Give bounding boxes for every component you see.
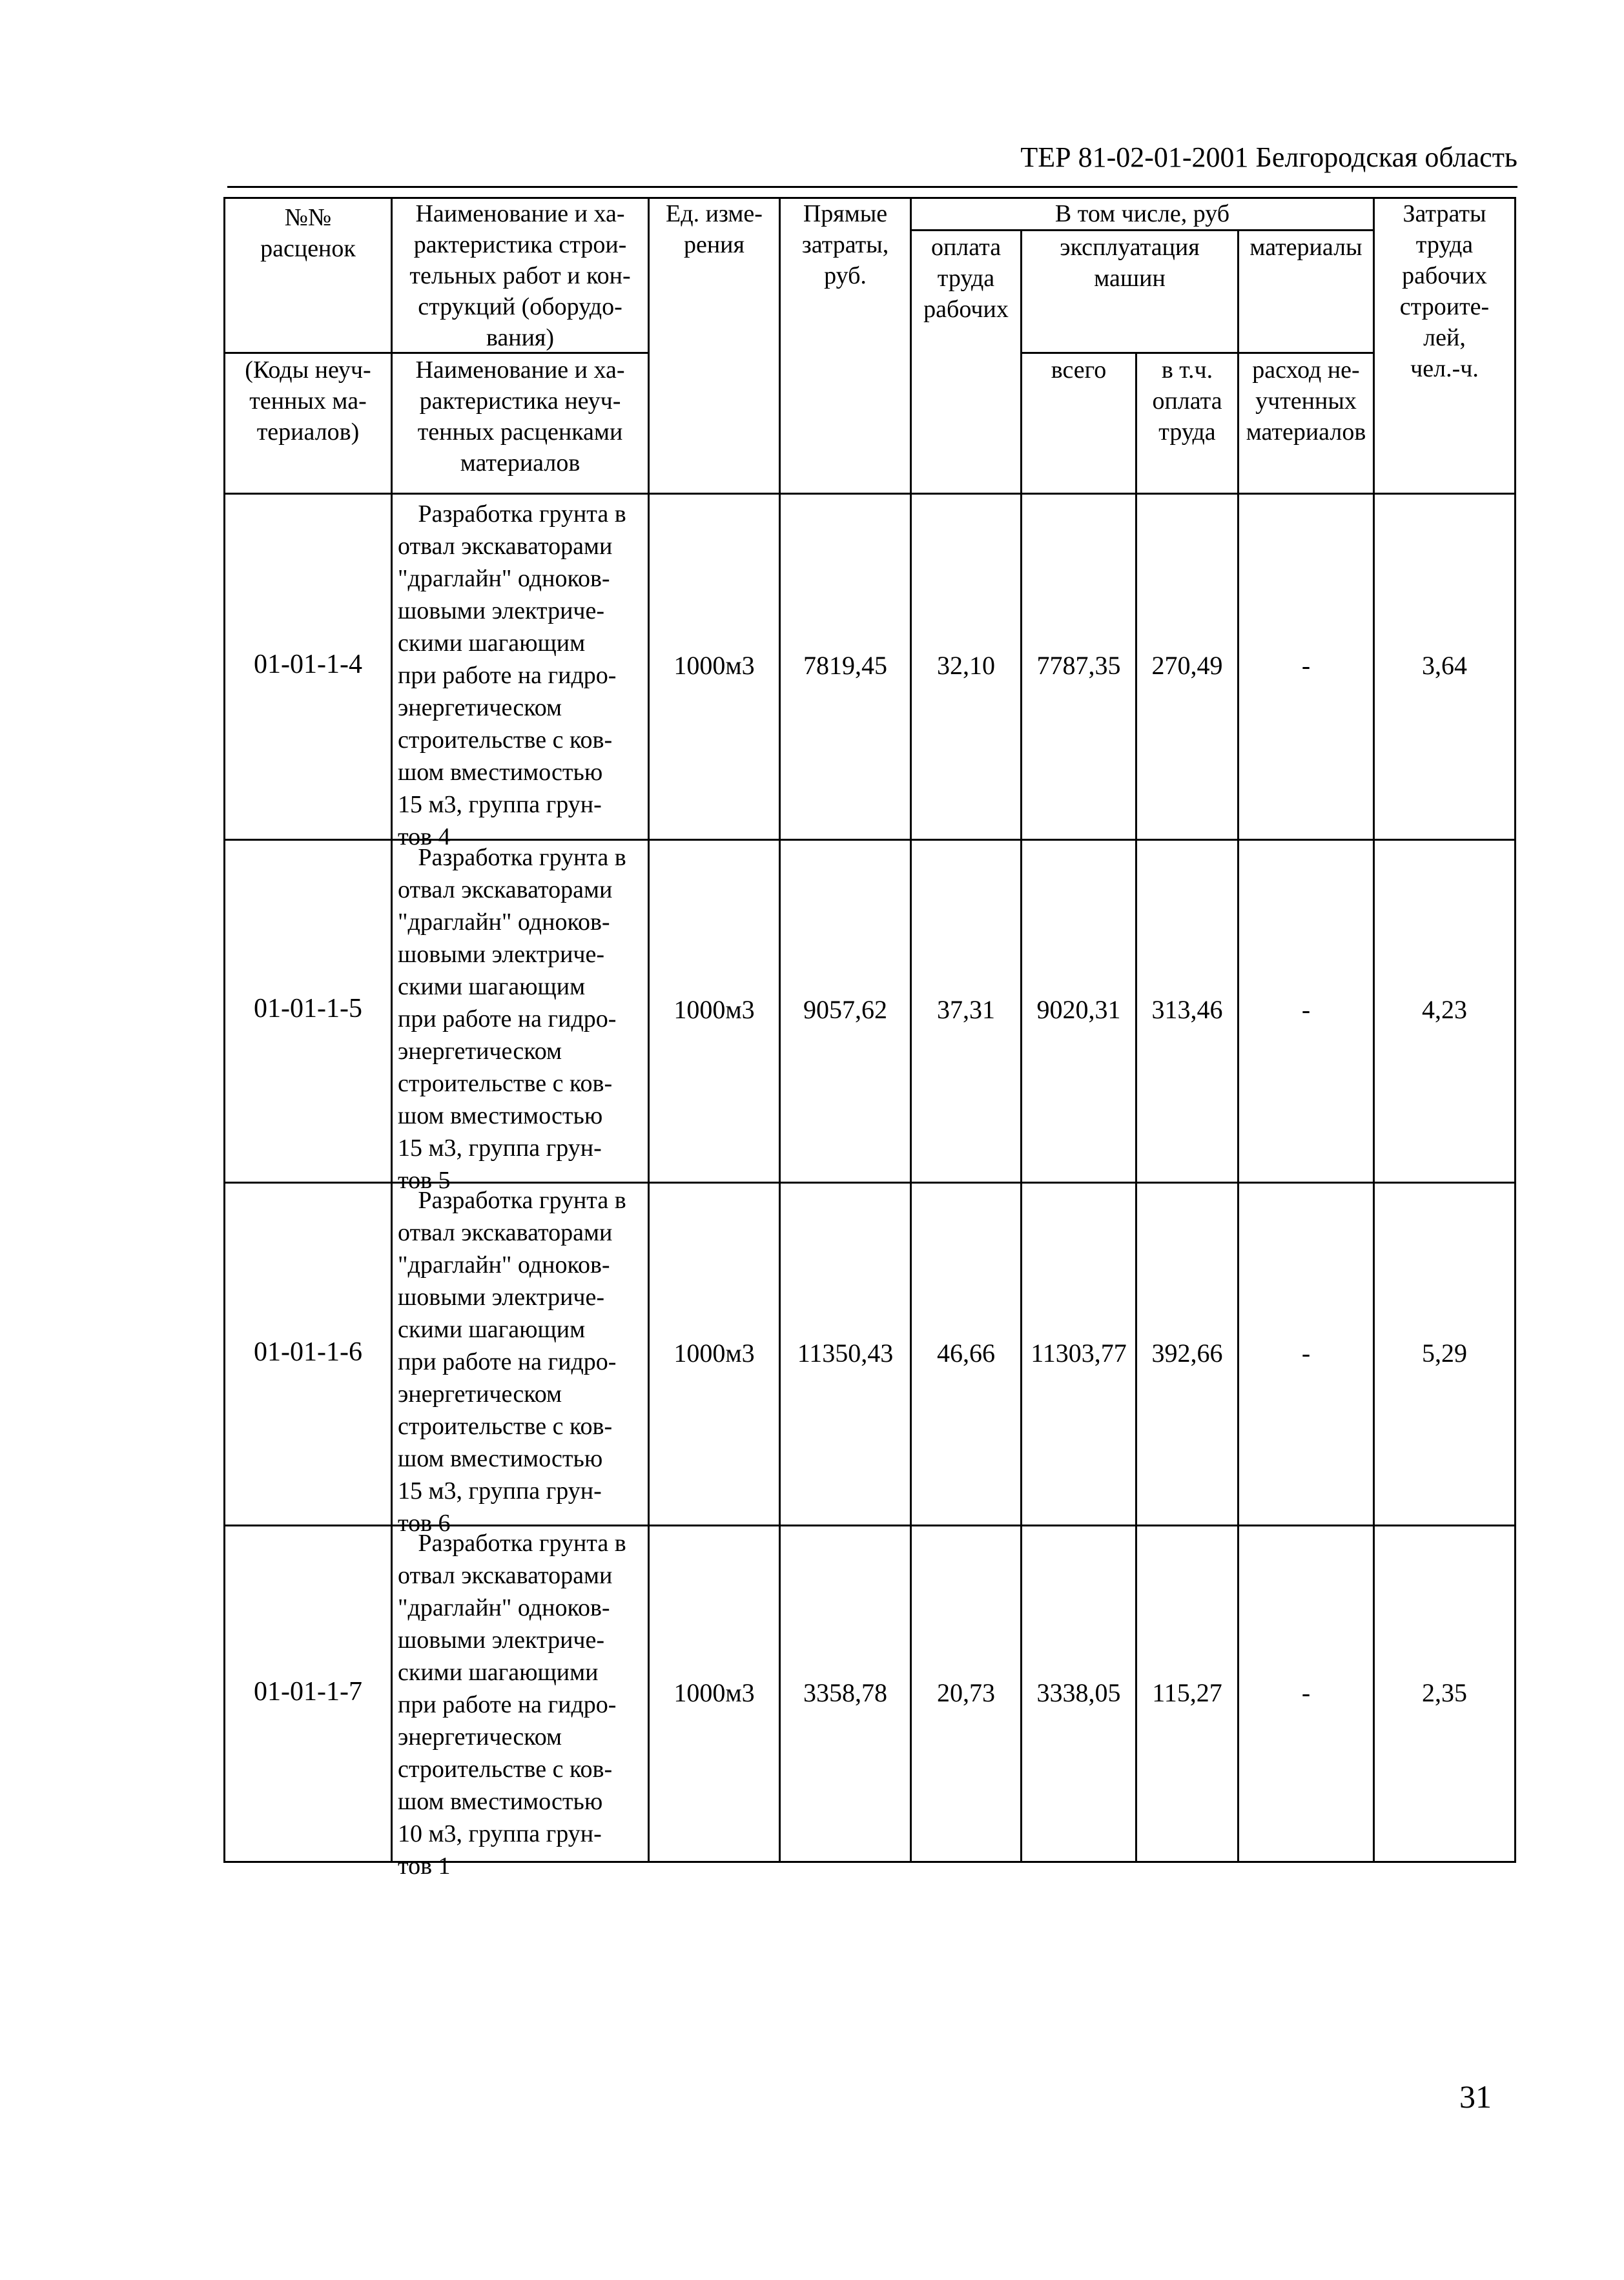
- table-row-machines-labor: 313,46: [1151, 995, 1223, 1024]
- row-divider-machines: [1020, 352, 1375, 354]
- col-divider-name: [648, 197, 650, 1863]
- table-row-materials: -: [1301, 1339, 1311, 1368]
- table-row-unit: 1000м3: [673, 651, 755, 680]
- header-machines-total: всего: [1051, 356, 1107, 384]
- row-divider-including: [910, 229, 1375, 231]
- table-row-machines-total: 11303,77: [1031, 1339, 1127, 1368]
- row-divider-header-end: [223, 493, 1516, 495]
- table-row-code: 01-01-1-4: [254, 650, 362, 679]
- table-row-code: 01-01-1-6: [254, 1337, 362, 1367]
- header-direct-costs: Прямые затраты, руб.: [801, 200, 889, 289]
- table-row-direct-costs: 3358,78: [803, 1678, 887, 1707]
- header-rule: [227, 186, 1517, 188]
- table-row-labor-pay: 46,66: [937, 1339, 995, 1368]
- table-row-unit: 1000м3: [673, 1678, 755, 1707]
- table-row-description: Разработка грунта в отвал экскаваторами "драглайн" одноков- шовыми электриче- скими шагающим при работе на гидро- энергетическом строительстве с ков- шом вместимостью 15 м3, группа грун- тов 6: [398, 1187, 626, 1537]
- table-border-right: [1514, 197, 1516, 1863]
- page-number: 31: [1459, 2079, 1492, 2115]
- table-row-description: Разработка грунта в отвал экскаваторами "драглайн" одноков- шовыми электриче- скими шагающим при работе на гидро- энергетическом строительстве с ков- шом вместимостью 15 м3, группа грун- тов 4: [398, 500, 626, 850]
- rates-table: [223, 197, 1516, 1880]
- header-work-name: Наименование и ха- рактеристика строи- тельных работ и кон- струкций (оборудо- вания): [409, 200, 631, 351]
- header-rate-number: №№ расценок: [260, 204, 356, 262]
- table-row-code: 01-01-1-7: [254, 1677, 362, 1707]
- col-divider-unit: [779, 197, 781, 1863]
- table-row-direct-costs: 11350,43: [797, 1339, 894, 1368]
- header-unit: Ед. изме- рения: [666, 200, 763, 258]
- table-row-machines-labor: 270,49: [1151, 651, 1223, 680]
- header-machines-labor: в т.ч. оплата труда: [1152, 356, 1222, 446]
- table-row-labor-hours: 5,29: [1422, 1339, 1467, 1368]
- table-row-labor-hours: 4,23: [1422, 995, 1467, 1024]
- header-labor-costs: Затраты труда рабочих строите- лей, чел.-ч.: [1399, 200, 1490, 382]
- table-row-machines-total: 7787,35: [1036, 651, 1121, 680]
- table-row-labor-hours: 3,64: [1422, 651, 1467, 680]
- table-row-direct-costs: 9057,62: [803, 995, 887, 1024]
- table-row-labor-pay: 32,10: [937, 651, 995, 680]
- header-labor-pay: оплата труда рабочих: [923, 234, 1009, 323]
- col-divider-machines: [1135, 352, 1137, 1863]
- header-including: В том числе, руб: [1054, 200, 1230, 227]
- table-row-materials: -: [1301, 1678, 1311, 1707]
- table-row-description: Разработка грунта в отвал экскаваторами "драглайн" одноков- шовыми электриче- скими шагающими при работе на гидро- энергетическом строительстве с ков- шом вместимостью 10 м3, группа грун- тов 1: [398, 1530, 626, 1880]
- table-row-labor-hours: 2,35: [1422, 1678, 1467, 1707]
- header-unaccounted-materials: расход не- учтенных материалов: [1246, 356, 1366, 446]
- row-divider-header-sub: [223, 352, 650, 354]
- table-row-machines-total: 3338,05: [1036, 1678, 1121, 1707]
- table-row-unit: 1000м3: [673, 1339, 755, 1368]
- header-unaccounted-codes: (Коды неуч- тенных ма- териалов): [245, 356, 371, 446]
- table-row-unit: 1000м3: [673, 995, 755, 1024]
- table-row-labor-pay: 20,73: [937, 1678, 995, 1707]
- table-row-materials: -: [1301, 651, 1311, 680]
- table-row-materials: -: [1301, 995, 1311, 1024]
- table-row-labor-pay: 37,31: [937, 995, 995, 1024]
- table-row-machines-total: 9020,31: [1036, 995, 1121, 1024]
- table-row-code: 01-01-1-5: [254, 994, 362, 1023]
- table-row-direct-costs: 7819,45: [803, 651, 887, 680]
- col-divider-direct: [910, 197, 912, 1863]
- header-materials: материалы: [1249, 234, 1362, 261]
- header-unaccounted-names: Наименование и ха- рактеристика неуч- тенных расценками материалов: [415, 356, 625, 477]
- table-row-description: Разработка грунта в отвал экскаваторами "драглайн" одноков- шовыми электриче- скими шагающим при работе на гидро- энергетическом строительстве с ков- шом вместимостью 15 м3, группа грун- тов 5: [398, 844, 626, 1194]
- header-machine-operation: эксплуатация машин: [1060, 234, 1200, 292]
- table-row-machines-labor: 392,66: [1151, 1339, 1223, 1368]
- running-header: ТЕР 81-02-01-2001 Белгородская область: [1020, 141, 1517, 173]
- table-row-machines-labor: 115,27: [1152, 1678, 1222, 1707]
